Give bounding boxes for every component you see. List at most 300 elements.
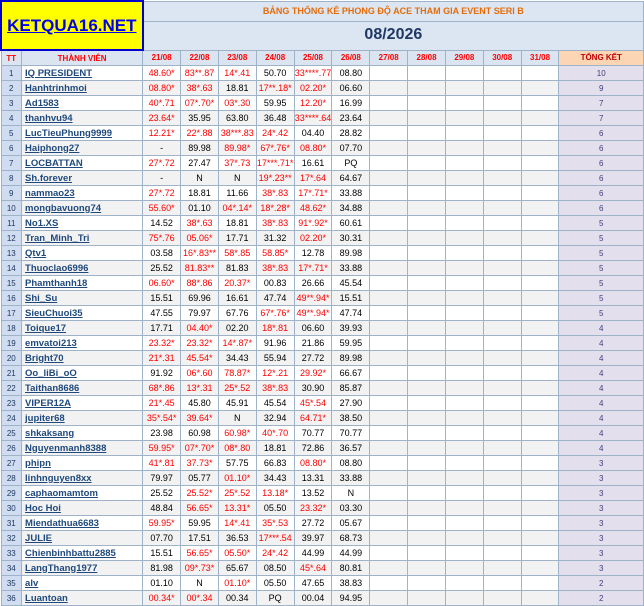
value-cell: 83**.87 — [181, 66, 219, 81]
header-tt: TT — [1, 50, 22, 66]
total-cell: 5 — [559, 276, 644, 291]
value-cell: 00.34 — [218, 591, 256, 606]
member-cell[interactable] — [22, 501, 143, 516]
empty-cell — [521, 351, 559, 366]
empty-cell — [445, 291, 483, 306]
empty-cell — [445, 111, 483, 126]
empty-cell — [370, 156, 408, 171]
member-cell[interactable] — [22, 81, 143, 96]
table-row — [1, 501, 644, 516]
value-cell: 66.67 — [332, 366, 370, 381]
member-name-link[interactable]: Haiphong27 — [25, 142, 80, 154]
value-cell: 27.90 — [332, 396, 370, 411]
value-cell: 35.95 — [181, 111, 219, 126]
empty-cell — [483, 366, 521, 381]
header-date: 28/08 — [408, 50, 446, 66]
member-name-link[interactable]: alv — [25, 577, 39, 589]
value-cell: 27.72 — [294, 351, 332, 366]
empty-cell — [521, 381, 559, 396]
value-cell: 38*.83 — [256, 261, 294, 276]
value-cell: 38*.83 — [256, 381, 294, 396]
value-cell: 39.64* — [181, 411, 219, 426]
empty-cell — [370, 261, 408, 276]
value-cell: 45.91 — [218, 396, 256, 411]
value-cell: 44.99 — [332, 546, 370, 561]
member-cell[interactable] — [22, 186, 143, 201]
value-cell: 18.81 — [218, 81, 256, 96]
member-name-link[interactable]: VIPER12A — [25, 397, 71, 409]
empty-cell — [483, 111, 521, 126]
member-cell[interactable] — [22, 561, 143, 576]
value-cell: 64.71* — [294, 411, 332, 426]
empty-cell — [445, 171, 483, 186]
table-row — [1, 246, 644, 261]
value-cell: N — [332, 486, 370, 501]
member-name-link[interactable]: Thuoclao6996 — [25, 262, 89, 274]
member-cell[interactable] — [22, 546, 143, 561]
empty-cell — [445, 576, 483, 591]
value-cell: 05.50 — [256, 501, 294, 516]
total-cell: 7 — [559, 111, 644, 126]
value-cell: 68.73 — [332, 531, 370, 546]
member-cell[interactable] — [22, 156, 143, 171]
table-row — [1, 336, 644, 351]
value-cell: 88*.86 — [181, 276, 219, 291]
empty-cell — [370, 501, 408, 516]
member-name-link[interactable]: LangThang1977 — [25, 562, 98, 574]
member-name-link[interactable]: Sh.forever — [25, 172, 73, 184]
site-logo-text[interactable]: KETQUA16.NET — [7, 15, 137, 35]
member-name-link[interactable]: SieuChuoi35 — [25, 307, 83, 319]
member-cell[interactable] — [22, 456, 143, 471]
value-cell: 50.70 — [256, 66, 294, 81]
member-cell[interactable] — [22, 66, 143, 81]
empty-cell — [370, 291, 408, 306]
empty-cell — [521, 366, 559, 381]
member-name-link[interactable]: Taithan8686 — [25, 382, 80, 394]
row-index: 2 — [1, 81, 22, 96]
member-name-link[interactable]: caphaomamtom — [25, 487, 98, 499]
value-cell: 56.65* — [181, 501, 219, 516]
empty-cell — [408, 501, 446, 516]
value-cell: 58*.85 — [218, 246, 256, 261]
empty-cell — [408, 456, 446, 471]
empty-cell — [521, 81, 559, 96]
value-cell: 18*.28* — [256, 201, 294, 216]
empty-cell — [370, 216, 408, 231]
value-cell: 31.32 — [256, 231, 294, 246]
member-cell[interactable] — [22, 396, 143, 411]
empty-cell — [370, 561, 408, 576]
value-cell: 33****.77 — [294, 66, 332, 81]
value-cell: 91*.92* — [294, 216, 332, 231]
empty-cell — [521, 66, 559, 81]
value-cell: 33.88 — [332, 471, 370, 486]
empty-cell — [408, 291, 446, 306]
empty-cell — [370, 201, 408, 216]
empty-cell — [408, 411, 446, 426]
member-name-link[interactable]: Bright70 — [25, 352, 64, 364]
value-cell: N — [181, 171, 219, 186]
member-cell[interactable] — [22, 126, 143, 141]
member-cell[interactable] — [22, 306, 143, 321]
value-cell: 06.60* — [143, 276, 181, 291]
total-cell: 9 — [559, 81, 644, 96]
row-index: 13 — [1, 246, 22, 261]
empty-cell — [521, 411, 559, 426]
row-index: 9 — [1, 186, 22, 201]
empty-cell — [521, 276, 559, 291]
empty-cell — [521, 321, 559, 336]
empty-cell — [521, 426, 559, 441]
value-cell: 13*.31 — [181, 381, 219, 396]
empty-cell — [370, 591, 408, 606]
value-cell: 69.96 — [181, 291, 219, 306]
member-name-link[interactable]: mongbavuong74 — [25, 202, 102, 214]
empty-cell — [521, 216, 559, 231]
table-row — [1, 456, 644, 471]
member-cell[interactable] — [22, 246, 143, 261]
total-cell: 2 — [559, 576, 644, 591]
empty-cell — [483, 126, 521, 141]
value-cell: 08*.80 — [218, 441, 256, 456]
member-name-link[interactable]: Nguyenmanh8388 — [25, 442, 107, 454]
value-cell: 47.65 — [294, 576, 332, 591]
value-cell: 17***.54 — [256, 531, 294, 546]
value-cell: 30.31 — [332, 231, 370, 246]
empty-cell — [370, 516, 408, 531]
value-cell: 17***.71* — [256, 156, 294, 171]
empty-cell — [445, 216, 483, 231]
member-name-link[interactable]: Toique17 — [25, 322, 67, 334]
member-name-link[interactable]: shkaksang — [25, 427, 75, 439]
total-cell: 3 — [559, 531, 644, 546]
empty-cell — [445, 426, 483, 441]
value-cell: 05.77 — [181, 471, 219, 486]
value-cell: 33.88 — [332, 261, 370, 276]
value-cell: 05.50* — [218, 546, 256, 561]
value-cell: 59.95* — [143, 441, 181, 456]
value-cell: 18.81 — [218, 216, 256, 231]
member-name-link[interactable]: Hanhtrinhmoi — [25, 82, 87, 94]
value-cell: 23.64 — [332, 111, 370, 126]
table-row — [1, 351, 644, 366]
value-cell: 08.80* — [143, 81, 181, 96]
header-date: 29/08 — [445, 50, 483, 66]
table-row — [1, 591, 644, 606]
empty-cell — [483, 291, 521, 306]
value-cell: 60.98* — [218, 426, 256, 441]
value-cell: 59.95 — [332, 336, 370, 351]
value-cell: 38*.83 — [256, 186, 294, 201]
empty-cell — [445, 186, 483, 201]
value-cell: 30.90 — [294, 381, 332, 396]
member-name-link[interactable]: Qtv1 — [25, 247, 47, 259]
value-cell: 01.10 — [143, 576, 181, 591]
empty-cell — [445, 261, 483, 276]
value-cell: 25.52 — [143, 486, 181, 501]
empty-cell — [370, 576, 408, 591]
member-cell[interactable] — [22, 231, 143, 246]
header-total: TỔNG KẾT — [559, 50, 644, 66]
member-cell[interactable] — [22, 351, 143, 366]
member-cell[interactable] — [22, 411, 143, 426]
total-cell: 4 — [559, 366, 644, 381]
member-cell[interactable] — [22, 531, 143, 546]
total-cell: 6 — [559, 126, 644, 141]
value-cell: 49**.94* — [294, 291, 332, 306]
value-cell: 24*.42 — [256, 546, 294, 561]
member-name-link[interactable]: Hoc Hoi — [25, 502, 61, 514]
value-cell: 33****.64 — [294, 111, 332, 126]
value-cell: 85.87 — [332, 381, 370, 396]
value-cell: N — [218, 411, 256, 426]
empty-cell — [483, 246, 521, 261]
value-cell: 38*.83 — [256, 216, 294, 231]
total-cell: 3 — [559, 501, 644, 516]
member-cell[interactable] — [22, 321, 143, 336]
value-cell: 16.61 — [218, 291, 256, 306]
empty-cell — [445, 246, 483, 261]
member-name-link[interactable]: Phamthanh18 — [25, 277, 88, 289]
empty-cell — [521, 126, 559, 141]
member-cell[interactable] — [22, 201, 143, 216]
row-index: 36 — [1, 591, 22, 606]
empty-cell — [408, 81, 446, 96]
member-name-link[interactable]: emvatoi213 — [25, 337, 77, 349]
value-cell: 80.81 — [332, 561, 370, 576]
value-cell: - — [143, 141, 181, 156]
value-cell: 17*.71* — [294, 186, 332, 201]
empty-cell — [445, 141, 483, 156]
value-cell: 70.77 — [294, 426, 332, 441]
value-cell: 59.95* — [143, 516, 181, 531]
row-index: 16 — [1, 291, 22, 306]
empty-cell — [445, 231, 483, 246]
table-row — [1, 156, 644, 171]
table-row — [1, 111, 644, 126]
empty-cell — [370, 456, 408, 471]
empty-cell — [521, 486, 559, 501]
empty-cell — [370, 306, 408, 321]
value-cell: 70.77 — [332, 426, 370, 441]
table-row — [1, 276, 644, 291]
member-cell[interactable] — [22, 381, 143, 396]
table-row — [1, 321, 644, 336]
value-cell: 81.98 — [143, 561, 181, 576]
empty-cell — [370, 141, 408, 156]
value-cell: 41*.81 — [143, 456, 181, 471]
total-cell: 3 — [559, 516, 644, 531]
site-logo[interactable] — [1, 1, 143, 50]
empty-cell — [445, 441, 483, 456]
empty-cell — [521, 141, 559, 156]
value-cell: 36.53 — [218, 531, 256, 546]
member-cell[interactable] — [22, 426, 143, 441]
empty-cell — [408, 126, 446, 141]
member-cell[interactable] — [22, 366, 143, 381]
member-cell[interactable] — [22, 141, 143, 156]
member-cell[interactable] — [22, 96, 143, 111]
value-cell: 19*.23** — [256, 171, 294, 186]
member-name-link[interactable]: phipn — [25, 457, 51, 469]
row-index: 15 — [1, 276, 22, 291]
empty-cell — [521, 576, 559, 591]
table-row — [1, 201, 644, 216]
value-cell: 27*.72 — [143, 156, 181, 171]
value-cell: 40*.70 — [256, 426, 294, 441]
value-cell: 25.52* — [181, 486, 219, 501]
member-cell[interactable] — [22, 111, 143, 126]
value-cell: 45.54 — [256, 396, 294, 411]
row-index: 12 — [1, 231, 22, 246]
value-cell: 29.92* — [294, 366, 332, 381]
value-cell: 15.51 — [143, 291, 181, 306]
empty-cell — [483, 441, 521, 456]
empty-cell — [408, 171, 446, 186]
empty-cell — [370, 126, 408, 141]
empty-cell — [408, 261, 446, 276]
member-cell[interactable] — [22, 171, 143, 186]
value-cell: 48.62* — [294, 201, 332, 216]
value-cell: 34.43 — [256, 471, 294, 486]
value-cell: 23.32* — [143, 336, 181, 351]
value-cell: 79.97 — [181, 306, 219, 321]
value-cell: 78.87* — [218, 366, 256, 381]
member-name-link[interactable]: Oo_liBi_oO — [25, 367, 77, 379]
value-cell: 57.75 — [218, 456, 256, 471]
table-row — [1, 576, 644, 591]
value-cell: 55.94 — [256, 351, 294, 366]
table-row — [1, 126, 644, 141]
member-cell[interactable] — [22, 591, 143, 606]
member-cell[interactable] — [22, 471, 143, 486]
empty-cell — [483, 351, 521, 366]
value-cell: 08.80* — [294, 141, 332, 156]
member-name-link[interactable]: Tran_Minh_Tri — [25, 232, 90, 244]
row-index: 31 — [1, 516, 22, 531]
member-name-link[interactable]: Ad1583 — [25, 97, 59, 109]
value-cell: 38*.63 — [181, 81, 219, 96]
row-index: 26 — [1, 441, 22, 456]
member-cell[interactable] — [22, 261, 143, 276]
total-cell: 4 — [559, 381, 644, 396]
member-cell[interactable] — [22, 336, 143, 351]
member-name-link[interactable]: LucTieuPhung9999 — [25, 127, 112, 139]
value-cell: 39.97 — [294, 531, 332, 546]
empty-cell — [445, 531, 483, 546]
value-cell: 60.61 — [332, 216, 370, 231]
empty-cell — [408, 231, 446, 246]
value-cell: 38*.63 — [181, 216, 219, 231]
table-row — [1, 306, 644, 321]
table-row — [1, 411, 644, 426]
empty-cell — [445, 81, 483, 96]
value-cell: 13.18* — [256, 486, 294, 501]
member-cell[interactable] — [22, 576, 143, 591]
header-date: 23/08 — [218, 50, 256, 66]
value-cell: 81.83 — [218, 261, 256, 276]
empty-cell — [408, 471, 446, 486]
value-cell: 04.40* — [181, 321, 219, 336]
member-name-link[interactable]: Chienbinhbattu2885 — [25, 547, 116, 559]
value-cell: 17.51 — [181, 531, 219, 546]
empty-cell — [483, 186, 521, 201]
sheet-title-cell — [143, 1, 644, 21]
row-index: 19 — [1, 336, 22, 351]
value-cell: 14*.41 — [218, 516, 256, 531]
row-index: 17 — [1, 306, 22, 321]
total-cell: 6 — [559, 141, 644, 156]
value-cell: 12.20* — [294, 96, 332, 111]
member-name-link[interactable]: jupiter68 — [25, 412, 65, 424]
value-cell: 17*.71* — [294, 261, 332, 276]
member-cell[interactable] — [22, 216, 143, 231]
empty-cell — [445, 501, 483, 516]
table-row — [1, 231, 644, 246]
member-cell[interactable] — [22, 291, 143, 306]
sheet-title: BẢNG THỐNG KÊ PHONG ĐỘ ACE THAM GIA EVENT SERI B — [262, 5, 524, 16]
value-cell: 21*.31 — [143, 351, 181, 366]
empty-cell — [521, 396, 559, 411]
row-index: 21 — [1, 366, 22, 381]
value-cell: 36.57 — [332, 441, 370, 456]
empty-cell — [408, 576, 446, 591]
member-name-link[interactable]: Luantoan — [25, 592, 68, 604]
member-name-link[interactable]: Shi_Su — [25, 292, 58, 304]
empty-cell — [521, 96, 559, 111]
value-cell: 47.55 — [143, 306, 181, 321]
member-name-link[interactable]: Miendathua6683 — [25, 517, 99, 529]
member-name-link[interactable]: linhnguyen8xx — [25, 472, 92, 484]
value-cell: 18*.81 — [256, 321, 294, 336]
value-cell: 79.97 — [143, 471, 181, 486]
value-cell: 15.51 — [143, 546, 181, 561]
value-cell: 48.60* — [143, 66, 181, 81]
row-index: 34 — [1, 561, 22, 576]
member-cell[interactable] — [22, 486, 143, 501]
value-cell: 44.99 — [294, 546, 332, 561]
month-cell — [143, 21, 644, 50]
value-cell: 25.52 — [143, 261, 181, 276]
member-cell[interactable] — [22, 516, 143, 531]
row-index: 30 — [1, 501, 22, 516]
member-name-link[interactable]: LOCBATTAN — [25, 157, 83, 169]
value-cell: 23.98 — [143, 426, 181, 441]
empty-cell — [408, 441, 446, 456]
value-cell: 38***.83 — [218, 126, 256, 141]
empty-cell — [483, 471, 521, 486]
member-name-link[interactable]: JULIE — [25, 532, 52, 544]
total-cell: 6 — [559, 186, 644, 201]
value-cell: 75*.76 — [143, 231, 181, 246]
value-cell: N — [181, 576, 219, 591]
value-cell: 08.50 — [256, 561, 294, 576]
value-cell: 45.54 — [332, 276, 370, 291]
value-cell: 89.98 — [332, 351, 370, 366]
member-cell[interactable] — [22, 276, 143, 291]
member-name-link[interactable]: thanhvu94 — [25, 112, 73, 124]
member-name-link[interactable]: IQ PRESIDENT — [25, 67, 93, 79]
empty-cell — [521, 246, 559, 261]
table-row — [1, 171, 644, 186]
total-cell: 3 — [559, 486, 644, 501]
value-cell: 07*.70* — [181, 441, 219, 456]
member-name-link[interactable]: No1.XS — [25, 217, 59, 229]
value-cell: 67*.76* — [256, 141, 294, 156]
member-name-link[interactable]: nammao23 — [25, 187, 75, 199]
member-cell[interactable] — [22, 441, 143, 456]
